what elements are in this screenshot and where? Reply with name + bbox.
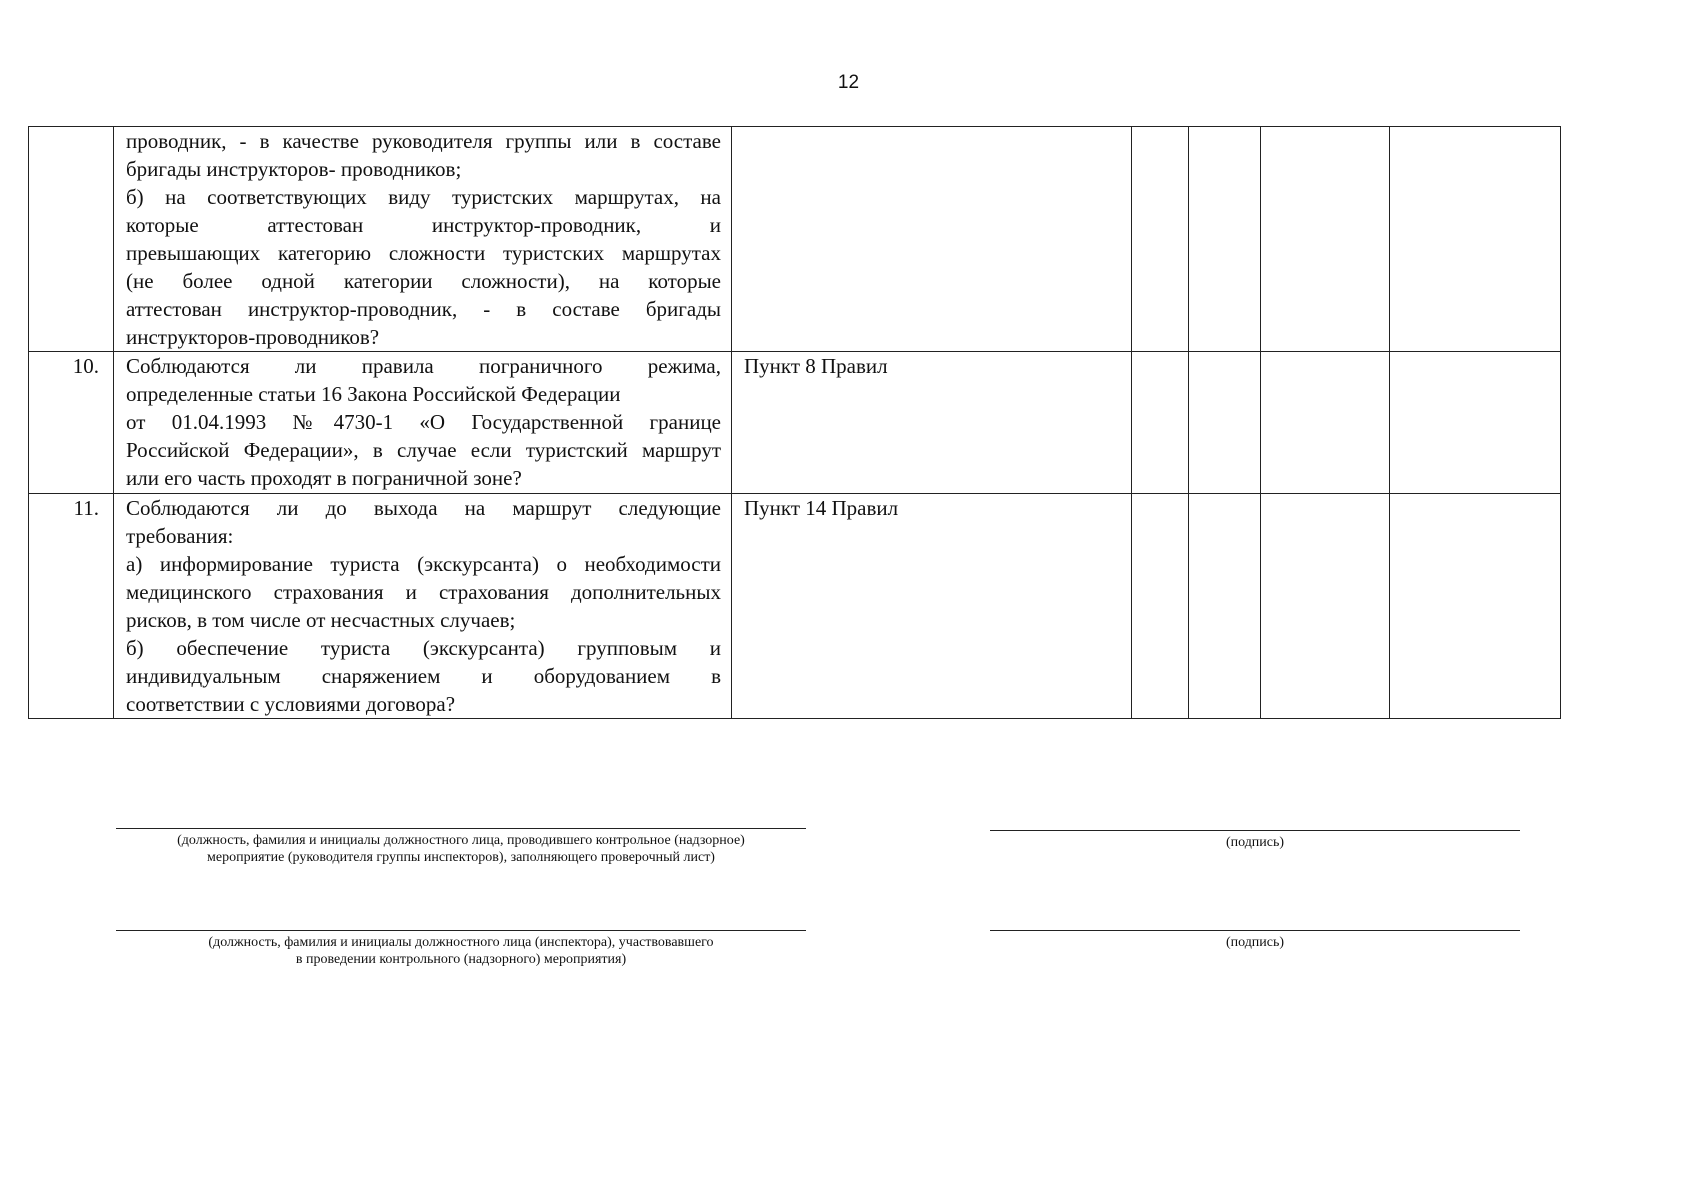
answer-cell-not-applicable[interactable]: [1261, 494, 1390, 719]
question-line: соответствии с условиями договора?: [126, 692, 456, 716]
answer-cell-not-applicable[interactable]: [1261, 352, 1390, 494]
inspector-lead-signature-field[interactable]: [990, 830, 1520, 851]
position-caption: (должность, фамилия и инициалы должностного лица, проводившего контрольное (надзорное): [177, 833, 745, 848]
page-number: 12: [837, 72, 860, 93]
answer-cell-no[interactable]: [1189, 494, 1261, 719]
table-row: [29, 352, 1561, 494]
signature-caption: (подпись): [1225, 835, 1285, 850]
signature-line: [990, 830, 1520, 831]
question-line: от 01.04.1993 №4730-1 «О Государственной границе: [126, 410, 721, 434]
inspector-lead-position-field[interactable]: [116, 828, 806, 866]
question-line: б) на соответствующих виду туристских маршрутах, на: [126, 185, 721, 209]
question-cell: [114, 352, 732, 494]
question-line: а) информирование туриста (экскурсанта) о необходимости: [126, 552, 721, 576]
inspector-position-field[interactable]: [116, 930, 806, 968]
question-line: проводник, - в качестве руководителя группы или в составе: [126, 129, 721, 153]
question-line: медицинского страхования и страхования дополнительных: [126, 580, 721, 604]
question-line: Соблюдаются ли до выхода на маршрут следующие: [126, 496, 721, 520]
position-caption: (должность, фамилия и инициалы должностного лица (инспектора), участвовавшего: [208, 935, 714, 950]
question-cell: [114, 494, 732, 719]
answer-cell-not-applicable[interactable]: [1261, 127, 1390, 352]
table-row: [29, 127, 1561, 352]
question-cell: [114, 127, 732, 352]
question-line: бригады инструкторов- проводников;: [126, 157, 462, 181]
question-line: (не более одной категории сложности), на которые: [126, 269, 721, 293]
row-number: 11.: [29, 494, 114, 719]
answer-cell-notes[interactable]: [1390, 352, 1561, 494]
question-line: рисков, в том числе от несчастных случаев;: [126, 608, 516, 632]
answer-cell-notes[interactable]: [1390, 494, 1561, 719]
question-line: которые аттестован инструктор-проводник, и: [126, 213, 721, 237]
inspector-signature-field[interactable]: [990, 930, 1520, 951]
answer-cell-yes[interactable]: [1132, 494, 1189, 719]
position-caption: мероприятие (руководителя группы инспекторов), заполняющего проверочный лист): [207, 850, 715, 865]
question-line: определенные статьи 16 Закона Российской Федерации: [126, 382, 621, 406]
question-line: Российской Федерации», в случае если туристский маршрут: [126, 438, 721, 462]
row-number: [29, 127, 114, 352]
answer-cell-yes[interactable]: [1132, 127, 1189, 352]
question-line: б) обеспечение туриста (экскурсанта) групповым и: [126, 636, 721, 660]
question-line: требования:: [126, 524, 234, 548]
reference-cell: [732, 127, 1132, 352]
answer-cell-notes[interactable]: [1390, 127, 1561, 352]
reference-cell: Пункт 14 Правил: [732, 494, 1132, 719]
question-line: аттестован инструктор-проводник, - в составе бригады: [126, 297, 721, 321]
answer-cell-yes[interactable]: [1132, 352, 1189, 494]
signature-line: [116, 930, 806, 931]
question-line: индивидуальным снаряжением и оборудованием в: [126, 664, 721, 688]
question-line: Соблюдаются ли правила пограничного режима,: [126, 354, 721, 378]
signature-caption: (подпись): [1225, 935, 1285, 950]
position-caption: в проведении контрольного (надзорного) мероприятия): [295, 952, 627, 967]
question-line: инструкторов-проводников?: [126, 325, 380, 349]
row-number: 10.: [29, 352, 114, 494]
question-line: или его часть проходят в пограничной зоне?: [126, 466, 522, 490]
checklist-table: [28, 126, 1561, 719]
reference-cell: Пункт 8 Правил: [732, 352, 1132, 494]
signature-line: [990, 930, 1520, 931]
answer-cell-no[interactable]: [1189, 352, 1261, 494]
signature-line: [116, 828, 806, 829]
answer-cell-no[interactable]: [1189, 127, 1261, 352]
table-row: [29, 494, 1561, 719]
question-line: превышающих категорию сложности туристских маршрутах: [126, 241, 721, 265]
